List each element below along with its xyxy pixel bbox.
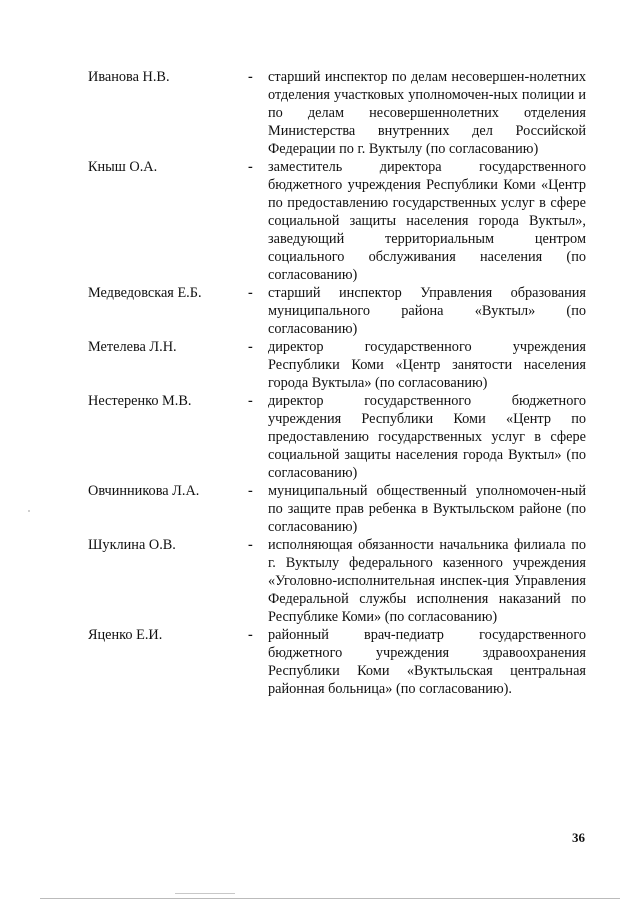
member-description: заместитель директора государственного бюджетного учреждения Республики Коми «Центр по предоставлению государственных услуг в сфере социальной защиты населения города Вуктыл», заведующий территориальным центром социального обслуживания населения (по согласованию): [268, 159, 586, 283]
scan-artifact: [175, 893, 235, 894]
member-description: муниципальный общественный уполномочен-ный по защите прав ребенка в Вуктыльском районе (по согласованию): [268, 483, 586, 535]
member-description: старший инспектор по делам несовершен-нолетних отделения участковых уполномочен-ных полиции и по делам несовершеннолетних отделения Министерства внутренних дел Российской Федерации по г. Вуктылу (по согласованию): [268, 69, 586, 157]
member-name: Яценко Е.И.: [88, 627, 163, 643]
separator-dash: -: [248, 69, 253, 85]
separator-dash: -: [248, 483, 253, 499]
separator-dash: -: [248, 159, 253, 175]
scan-edge-line: [40, 898, 620, 899]
list-item: [88, 68, 588, 158]
member-name: Метелева Л.Н.: [88, 339, 177, 355]
member-name: Кныш О.А.: [88, 159, 158, 175]
separator-dash: -: [248, 537, 253, 553]
separator-dash: -: [248, 627, 253, 643]
page-number: 36: [572, 830, 585, 845]
member-description: исполняющая обязанности начальника филиала по г. Вуктылу федерального казенного учреждения «Уголовно-исполнительная инспек-ция Управления Федеральной службы исполнения наказаний по Республике Коми» (по согласованию): [268, 537, 586, 625]
member-description: директор государственного учреждения Республики Коми «Центр занятости населения города Вуктыла» (по согласованию): [268, 339, 586, 391]
member-name: Медведовская Е.Б.: [88, 285, 202, 301]
member-description: директор государственного бюджетного учреждения Республики Коми «Центр по предоставлению государственных услуг в сфере социальной защиты населения города Вуктыл» (по согласованию): [268, 393, 586, 481]
separator-dash: -: [248, 285, 253, 301]
list-item: [88, 626, 588, 698]
list-item: [88, 284, 588, 338]
member-name: Нестеренко М.В.: [88, 393, 192, 409]
member-description: старший инспектор Управления образования муниципального района «Вуктыл» (по согласованию): [268, 285, 586, 337]
member-list: [88, 68, 588, 698]
list-item: [88, 536, 588, 626]
separator-dash: -: [248, 339, 253, 355]
member-name: Иванова Н.В.: [88, 69, 170, 85]
scan-speck: [28, 510, 30, 512]
list-item: [88, 392, 588, 482]
list-item: [88, 158, 588, 284]
list-item: [88, 482, 588, 536]
member-name: Шуклина О.В.: [88, 537, 176, 553]
list-item: [88, 338, 588, 392]
member-name: Овчинникова Л.А.: [88, 483, 200, 499]
separator-dash: -: [248, 393, 253, 409]
member-description: районный врач-педиатр государственного бюджетного учреждения здравоохранения Республики Коми «Вуктыльская центральная районная больница» (по согласованию).: [268, 627, 586, 697]
